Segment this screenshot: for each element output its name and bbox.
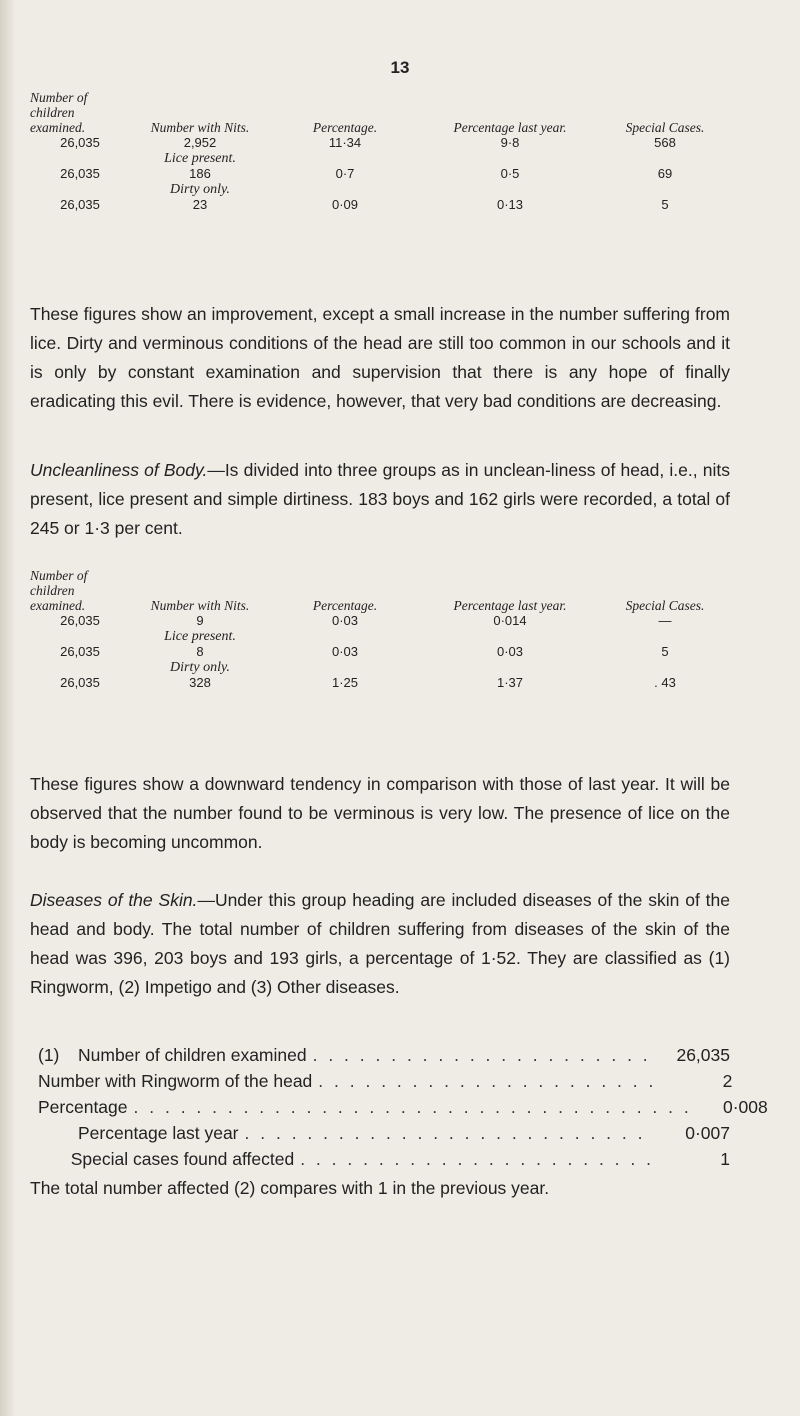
table-subheading-row [30, 660, 730, 675]
list-item-value: 0·007 [685, 1123, 730, 1143]
cell-special-cases: 5 [661, 197, 669, 212]
paragraph-uncleanliness-of-body [30, 456, 730, 543]
column-header: Percentage last year. [453, 120, 567, 135]
column-header: Percentage. [312, 598, 378, 613]
cell-special-cases: 5 [661, 644, 669, 659]
list-item-value: 2 [722, 1071, 733, 1091]
list-item-label: Percentage last year [78, 1123, 239, 1143]
section-heading: Uncleanliness of Body. [30, 460, 208, 480]
cell-percentage-last-year: 0·5 [500, 166, 520, 181]
list-item [30, 1094, 768, 1120]
row-subheading: Lice present. [164, 151, 236, 166]
list-item [30, 1146, 730, 1172]
column-header: Percentage. [312, 120, 378, 135]
column-header: Special Cases. [625, 120, 705, 135]
table-row [30, 166, 730, 182]
cell-examined: 26,035 [60, 135, 100, 150]
list-item-label: Special cases found affected [70, 1149, 295, 1169]
cell-percentage: 0·7 [335, 166, 355, 181]
dot-leader: . . . . . . . . . . . . . . . . . . . . . . . [300, 1149, 654, 1169]
paragraph-head-summary: These figures show an improvement, except a small increase in the number suffering from lice. Dirty and verminous conditions of the head are still too common in our schools and it is only by constant examination and supervision that there is any hope of finally eradicating this evil. There is evidence, however, that very bad conditions are decreasing. [30, 304, 730, 411]
cell-special-cases: 69 [657, 166, 673, 181]
column-header: Number with Nits. [150, 120, 250, 135]
cell-number: 2,952 [183, 135, 217, 150]
cell-percentage-last-year: 1·37 [496, 675, 524, 690]
table-subheading-row [30, 182, 730, 197]
cell-special-cases: — [658, 613, 672, 628]
dot-leader: . . . . . . . . . . . . . . . . . . . . . . [318, 1071, 657, 1091]
list-item-label: Number with Ringworm of the head [38, 1071, 313, 1091]
cell-examined: 26,035 [60, 675, 100, 690]
cell-percentage: 0·09 [331, 197, 359, 212]
cell-special-cases: 568 [654, 135, 676, 150]
page-number: 13 [390, 58, 410, 77]
dot-leader: . . . . . . . . . . . . . . . . . . . . . . . . . . [244, 1123, 646, 1143]
cell-number: 8 [196, 644, 204, 659]
column-header: Special Cases. [625, 598, 705, 613]
cell-examined: 26,035 [60, 613, 100, 628]
row-subheading: Lice present. [164, 629, 236, 644]
list-item-value: 0·008 [722, 1097, 768, 1117]
list-number: (1) [38, 1045, 60, 1065]
section-heading: Diseases of the Skin. [30, 890, 198, 910]
table-row [30, 613, 730, 629]
cell-percentage: 1·25 [331, 675, 359, 690]
cell-percentage: 0·03 [331, 613, 359, 628]
list-item-value: 1 [720, 1149, 730, 1169]
cell-examined: 26,035 [60, 197, 100, 212]
dot-leader: . . . . . . . . . . . . . . . . . . . . . . . . . . . . . . . . . . . . [133, 1097, 692, 1117]
cell-examined: 26,035 [60, 644, 100, 659]
cell-percentage-last-year: 9·8 [500, 135, 520, 150]
column-header: Number of children examined. [30, 568, 88, 613]
body-cleanliness-table [30, 568, 730, 691]
table-subheading-row [30, 629, 730, 644]
paragraph-diseases-of-skin [30, 886, 730, 1002]
cell-examined: 26,035 [60, 166, 100, 181]
row-subheading: Dirty only. [170, 182, 230, 197]
dot-leader: . . . . . . . . . . . . . . . . . . . . . . [312, 1045, 651, 1065]
cell-percentage: 11·34 [328, 135, 362, 150]
cell-percentage-last-year: 0·13 [496, 197, 524, 212]
table-row [30, 197, 730, 213]
column-header: Number with Nits. [150, 598, 250, 613]
paragraph-ringworm-comparison: The total number affected (2) compares with 1 in the previous year. [30, 1178, 550, 1198]
list-item [30, 1068, 733, 1094]
head-cleanliness-table [30, 90, 730, 213]
cell-number: 23 [192, 197, 208, 212]
paragraph-body-summary: These figures show a downward tendency in comparison with those of last year. It will be observed that the number found to be verminous is very low. The presence of lice on the body is becoming uncommon. [30, 774, 730, 852]
paragraph-body: —Under this group heading are included diseases of the skin of the head and body. The total number of children suffering from diseases of the skin of the head was 396, 203 boys and 193 girls, a percentage of 1·52. They are classified as (1) Ringworm, (2) Impetigo and (3) Other diseases. [30, 890, 731, 997]
ringworm-figures-list [30, 1042, 768, 1172]
list-item-label: Percentage [38, 1097, 128, 1117]
cell-number: 328 [189, 675, 211, 690]
list-item-value: 26,035 [676, 1045, 730, 1065]
page-spine-shadow [0, 0, 14, 1416]
table-header-row [30, 568, 730, 613]
column-header: Number of children examined. [30, 90, 88, 135]
column-header: Percentage last year. [453, 598, 567, 613]
cell-percentage-last-year: 0·03 [496, 644, 524, 659]
table-row [30, 644, 730, 660]
table-row [30, 135, 730, 151]
list-item [30, 1042, 730, 1068]
list-item-label: Number of children examined [78, 1045, 307, 1065]
list-item [30, 1120, 730, 1146]
table-subheading-row [30, 151, 730, 166]
table-header-row [30, 90, 730, 135]
cell-special-cases: . 43 [654, 675, 676, 690]
table-row [30, 675, 730, 691]
cell-percentage: 0·03 [331, 644, 359, 659]
cell-percentage-last-year: 0·014 [493, 613, 527, 628]
row-subheading: Dirty only. [170, 660, 230, 675]
cell-number: 186 [189, 166, 211, 181]
cell-number: 9 [196, 613, 204, 628]
paragraph-body: —Is divided into three groups as in unclean-liness of head, i.e., nits present, lice present and simple dirtiness. 183 boys and 162 girls were recorded, a total of 245 or 1·3 per cent. [30, 460, 731, 538]
